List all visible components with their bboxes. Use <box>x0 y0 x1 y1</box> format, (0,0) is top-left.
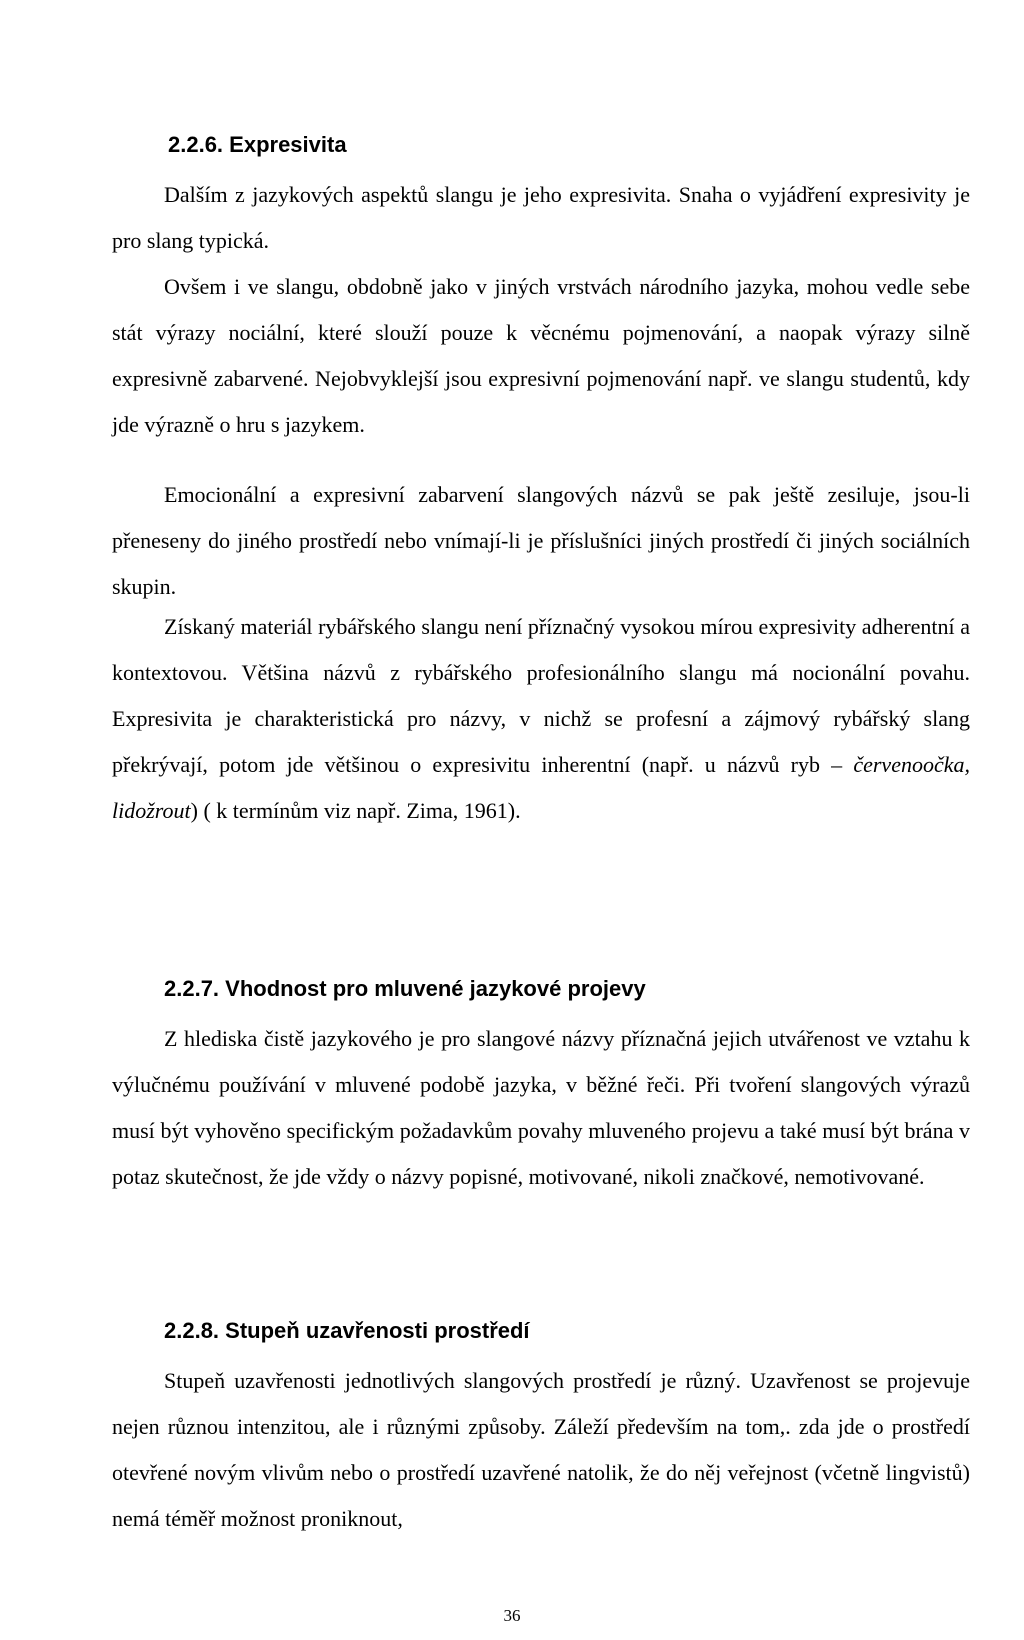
paragraph: Stupeň uzavřenosti jednotlivých slangových prostředí je různý. Uzavřenost se projevuje nejen různou intenzitou, ale i různými způsoby. Záleží především na tom,. zda jde o prostředí otevřené novým vlivům nebo o prostředí uzavřené natolik, že do něj veřejnost (včetně lingvistů) nemá téměř možnost proniknout, <box>112 1368 970 1531</box>
section-heading-uzavrenost: 2.2.8. Stupeň uzavřenosti prostředí <box>164 1318 530 1343</box>
page-number: 36 <box>503 1606 521 1625</box>
paragraph-text: ) ( k termínům viz např. Zima, 1961). <box>190 798 521 823</box>
paragraph: Z hlediska čistě jazykového je pro slangové názvy příznačná jejich utvářenost ve vztahu k výlučnému používání v mluvené podobě jazyka, v běžné řeči. Při tvoření slangových výrazů musí být vyhověno specifickým požadavkům povahy mluveného projevu a také musí být brána v potaz skutečnost, že jde vždy o názvy popisné, motivované, nikoli značkové, nemotivované. <box>112 1026 970 1189</box>
paragraph: Emocionální a expresivní zabarvení slangových názvů se pak ještě zesiluje, jsou-li přeneseny do jiného prostředí nebo vnímají-li je příslušníci jiných prostředí či jiných sociálních skupin. <box>112 482 970 599</box>
paragraph: Ovšem i ve slangu, obdobně jako v jiných vrstvách národního jazyka, mohou vedle sebe stát výrazy nociální, které slouží pouze k věcnému pojmenování, a naopak výrazy silně expresivně zabarvené. Nejobvyklejší jsou expresivní pojmenování např. ve slangu studentů, kdy jde výrazně o hru s jazykem. <box>112 274 970 437</box>
section-heading-vhodnost: 2.2.7. Vhodnost pro mluvené jazykové projevy <box>164 976 646 1001</box>
section-heading-expresivita: 2.2.6. Expresivita <box>168 132 347 157</box>
italic-fish-names: červenoočka, lidožrout <box>112 752 970 823</box>
paragraph-text: Získaný materiál rybářského slangu není příznačný vysokou mírou expresivity adherentní a kontextovou. Většina názvů z rybářského profesionálního slangu má nocionální povahu. Expresivita je charakteristická pro názvy, v nichž se profesní a zájmový rybářský slang překrývají, potom jde většinou o expresivitu inherentní (např. u názvů ryb – <box>112 614 970 777</box>
paragraph: Dalším z jazykových aspektů slangu je jeho expresivita. Snaha o vyjádření expresivity je pro slang typická. <box>112 182 970 253</box>
paragraph <box>112 604 970 834</box>
